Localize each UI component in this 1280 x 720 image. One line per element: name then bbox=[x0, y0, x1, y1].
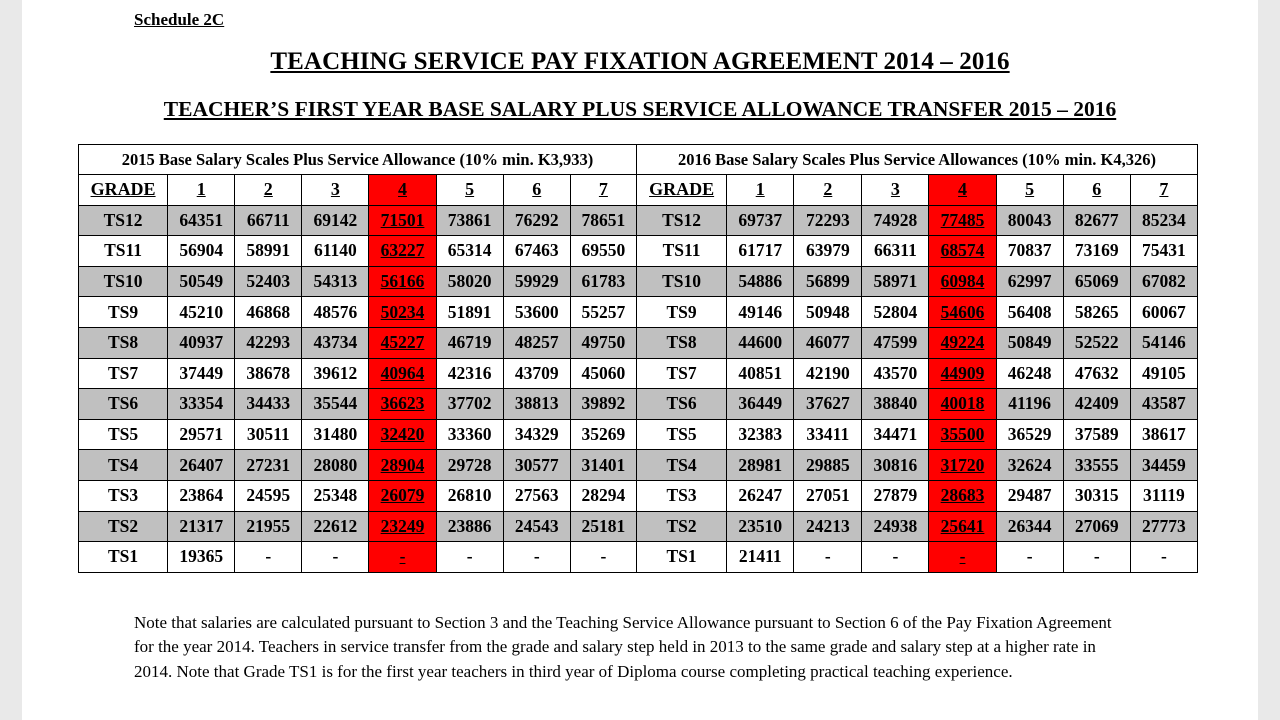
salary-cell: 48576 bbox=[302, 297, 369, 328]
table-row bbox=[79, 511, 1198, 542]
salary-cell: - bbox=[503, 542, 570, 573]
salary-cell: 46719 bbox=[436, 327, 503, 358]
salary-cell: 60984 bbox=[929, 266, 996, 297]
salary-cell: 45060 bbox=[570, 358, 636, 389]
salary-cell: 32420 bbox=[369, 419, 436, 450]
salary-cell: 61783 bbox=[570, 266, 636, 297]
salary-cell: - bbox=[570, 542, 636, 573]
salary-cell: 26810 bbox=[436, 480, 503, 511]
grade-cell: TS1 bbox=[79, 542, 168, 573]
salary-cell: - bbox=[235, 542, 302, 573]
salary-cell: 42293 bbox=[235, 327, 302, 358]
salary-cell: 39612 bbox=[302, 358, 369, 389]
salary-cell: 65069 bbox=[1063, 266, 1130, 297]
grade-cell: TS8 bbox=[79, 327, 168, 358]
salary-cell: 49224 bbox=[929, 327, 996, 358]
step-7-column-header: 7 bbox=[570, 175, 636, 206]
salary-cell: 68574 bbox=[929, 236, 996, 267]
salary-cell: 76292 bbox=[503, 205, 570, 236]
salary-cell: 50849 bbox=[996, 327, 1063, 358]
table-row bbox=[79, 358, 1198, 389]
salary-cell: 36529 bbox=[996, 419, 1063, 450]
salary-cell: 31119 bbox=[1130, 480, 1197, 511]
salary-cell: 27879 bbox=[862, 480, 929, 511]
salary-cell: 43709 bbox=[503, 358, 570, 389]
salary-cell: 74928 bbox=[862, 205, 929, 236]
salary-cell: 40937 bbox=[168, 327, 235, 358]
salary-cell: 33360 bbox=[436, 419, 503, 450]
salary-cell: 69142 bbox=[302, 205, 369, 236]
salary-cell: 73169 bbox=[1063, 236, 1130, 267]
salary-cell: 44600 bbox=[727, 327, 794, 358]
salary-cell: 27051 bbox=[794, 480, 862, 511]
step-2-column-header: 2 bbox=[235, 175, 302, 206]
salary-cell: 47599 bbox=[862, 327, 929, 358]
salary-cell: 71501 bbox=[369, 205, 436, 236]
salary-cell: 34459 bbox=[1130, 450, 1197, 481]
salary-cell: 26079 bbox=[369, 480, 436, 511]
salary-cell: 24938 bbox=[862, 511, 929, 542]
salary-cell: 47632 bbox=[1063, 358, 1130, 389]
table-row bbox=[79, 480, 1198, 511]
grade-cell: TS3 bbox=[637, 480, 727, 511]
grade-cell: TS11 bbox=[79, 236, 168, 267]
step-6-column-header: 6 bbox=[503, 175, 570, 206]
table-row bbox=[79, 450, 1198, 481]
salary-cell: 56899 bbox=[794, 266, 862, 297]
salary-cell: 44909 bbox=[929, 358, 996, 389]
grade-cell: TS2 bbox=[79, 511, 168, 542]
salary-cell: 31401 bbox=[570, 450, 636, 481]
salary-cell: 46248 bbox=[996, 358, 1063, 389]
salary-cell: 21317 bbox=[168, 511, 235, 542]
header-2015: 2015 Base Salary Scales Plus Service Allowance (10% min. K3,933) bbox=[79, 145, 637, 175]
grade-cell: TS10 bbox=[637, 266, 727, 297]
grade-cell: TS7 bbox=[637, 358, 727, 389]
table-row bbox=[79, 236, 1198, 267]
step-3-column-header: 3 bbox=[302, 175, 369, 206]
grade-column-header: GRADE bbox=[637, 175, 727, 206]
salary-cell: 29571 bbox=[168, 419, 235, 450]
salary-cell: 54606 bbox=[929, 297, 996, 328]
salary-cell: 34433 bbox=[235, 389, 302, 420]
salary-cell: 80043 bbox=[996, 205, 1063, 236]
salary-cell: 25641 bbox=[929, 511, 996, 542]
grade-cell: TS2 bbox=[637, 511, 727, 542]
salary-cell: 24213 bbox=[794, 511, 862, 542]
salary-cell: 67463 bbox=[503, 236, 570, 267]
salary-cell: 58020 bbox=[436, 266, 503, 297]
salary-cell: 48257 bbox=[503, 327, 570, 358]
salary-cell: 45227 bbox=[369, 327, 436, 358]
step-6-column-header: 6 bbox=[1063, 175, 1130, 206]
salary-cell: 56408 bbox=[996, 297, 1063, 328]
grade-column-header: GRADE bbox=[79, 175, 168, 206]
grade-cell: TS12 bbox=[79, 205, 168, 236]
salary-cell: 41196 bbox=[996, 389, 1063, 420]
salary-cell: 28294 bbox=[570, 480, 636, 511]
salary-cell: 63979 bbox=[794, 236, 862, 267]
grade-cell: TS9 bbox=[79, 297, 168, 328]
salary-cell: 32383 bbox=[727, 419, 794, 450]
salary-cell: 51891 bbox=[436, 297, 503, 328]
salary-cell: 42409 bbox=[1063, 389, 1130, 420]
salary-cell: 54146 bbox=[1130, 327, 1197, 358]
salary-cell: 40851 bbox=[727, 358, 794, 389]
salary-cell: 25348 bbox=[302, 480, 369, 511]
salary-cell: 28080 bbox=[302, 450, 369, 481]
salary-cell: 29487 bbox=[996, 480, 1063, 511]
salary-cell: - bbox=[862, 542, 929, 573]
salary-cell: - bbox=[369, 542, 436, 573]
salary-cell: 69550 bbox=[570, 236, 636, 267]
column-header-row bbox=[79, 175, 1198, 206]
salary-cell: 26344 bbox=[996, 511, 1063, 542]
salary-cell: 54313 bbox=[302, 266, 369, 297]
salary-cell: 50948 bbox=[794, 297, 862, 328]
salary-cell: 72293 bbox=[794, 205, 862, 236]
salary-cell: 37627 bbox=[794, 389, 862, 420]
grade-cell: TS5 bbox=[637, 419, 727, 450]
salary-cell: 45210 bbox=[168, 297, 235, 328]
salary-cell: 35500 bbox=[929, 419, 996, 450]
salary-cell: - bbox=[302, 542, 369, 573]
grade-cell: TS12 bbox=[637, 205, 727, 236]
grade-cell: TS9 bbox=[637, 297, 727, 328]
salary-cell: - bbox=[1130, 542, 1197, 573]
salary-cell: 25181 bbox=[570, 511, 636, 542]
salary-cell: 30315 bbox=[1063, 480, 1130, 511]
salary-cell: 30577 bbox=[503, 450, 570, 481]
salary-cell: 85234 bbox=[1130, 205, 1197, 236]
salary-cell: - bbox=[929, 542, 996, 573]
salary-cell: 27231 bbox=[235, 450, 302, 481]
salary-cell: 69737 bbox=[727, 205, 794, 236]
grade-cell: TS4 bbox=[637, 450, 727, 481]
salary-cell: 23249 bbox=[369, 511, 436, 542]
document-page bbox=[22, 0, 1258, 720]
step-3-column-header: 3 bbox=[862, 175, 929, 206]
step-1-column-header: 1 bbox=[168, 175, 235, 206]
salary-cell: 73861 bbox=[436, 205, 503, 236]
salary-cell: 50234 bbox=[369, 297, 436, 328]
salary-cell: 59929 bbox=[503, 266, 570, 297]
step-5-column-header: 5 bbox=[436, 175, 503, 206]
salary-cell: 38840 bbox=[862, 389, 929, 420]
salary-cell: 40018 bbox=[929, 389, 996, 420]
salary-cell: 28981 bbox=[727, 450, 794, 481]
salary-cell: 28683 bbox=[929, 480, 996, 511]
salary-cell: 21955 bbox=[235, 511, 302, 542]
salary-table bbox=[78, 144, 1198, 573]
table-row bbox=[79, 542, 1198, 573]
salary-cell: 32624 bbox=[996, 450, 1063, 481]
salary-cell: 35269 bbox=[570, 419, 636, 450]
salary-cell: 26407 bbox=[168, 450, 235, 481]
salary-cell: 37449 bbox=[168, 358, 235, 389]
grade-cell: TS5 bbox=[79, 419, 168, 450]
document-title: TEACHING SERVICE PAY FIXATION AGREEMENT 2014 – 2016 bbox=[270, 48, 1010, 75]
salary-cell: 40964 bbox=[369, 358, 436, 389]
salary-cell: 38678 bbox=[235, 358, 302, 389]
grade-cell: TS3 bbox=[79, 480, 168, 511]
salary-cell: 52804 bbox=[862, 297, 929, 328]
salary-cell: 54886 bbox=[727, 266, 794, 297]
salary-cell: - bbox=[436, 542, 503, 573]
salary-cell: 27563 bbox=[503, 480, 570, 511]
step-1-column-header: 1 bbox=[727, 175, 794, 206]
grade-cell: TS1 bbox=[637, 542, 727, 573]
salary-cell: 27773 bbox=[1130, 511, 1197, 542]
salary-cell: 49105 bbox=[1130, 358, 1197, 389]
salary-cell: 66711 bbox=[235, 205, 302, 236]
salary-cell: - bbox=[794, 542, 862, 573]
table-row bbox=[79, 297, 1198, 328]
salary-cell: 29728 bbox=[436, 450, 503, 481]
salary-cell: 23510 bbox=[727, 511, 794, 542]
salary-cell: 52522 bbox=[1063, 327, 1130, 358]
salary-cell: 42316 bbox=[436, 358, 503, 389]
salary-cell: 31480 bbox=[302, 419, 369, 450]
salary-cell: 28904 bbox=[369, 450, 436, 481]
schedule-label: Schedule 2C bbox=[134, 10, 225, 29]
salary-cell: 35544 bbox=[302, 389, 369, 420]
table-row bbox=[79, 266, 1198, 297]
table-row bbox=[79, 389, 1198, 420]
salary-cell: 27069 bbox=[1063, 511, 1130, 542]
salary-cell: 19365 bbox=[168, 542, 235, 573]
salary-cell: 31720 bbox=[929, 450, 996, 481]
table-row bbox=[79, 205, 1198, 236]
salary-cell: 42190 bbox=[794, 358, 862, 389]
salary-cell: 58265 bbox=[1063, 297, 1130, 328]
document-subtitle: TEACHER’S FIRST YEAR BASE SALARY PLUS SERVICE ALLOWANCE TRANSFER 2015 – 2016 bbox=[163, 97, 1117, 121]
salary-cell: 65314 bbox=[436, 236, 503, 267]
grade-cell: TS4 bbox=[79, 450, 168, 481]
step-5-column-header: 5 bbox=[996, 175, 1063, 206]
grade-cell: TS10 bbox=[79, 266, 168, 297]
grade-cell: TS8 bbox=[637, 327, 727, 358]
salary-cell: 43570 bbox=[862, 358, 929, 389]
salary-cell: 77485 bbox=[929, 205, 996, 236]
salary-cell: 23886 bbox=[436, 511, 503, 542]
header-2016: 2016 Base Salary Scales Plus Service Allowances (10% min. K4,326) bbox=[637, 145, 1198, 175]
salary-cell: 52403 bbox=[235, 266, 302, 297]
salary-cell: 38813 bbox=[503, 389, 570, 420]
salary-cell: - bbox=[1063, 542, 1130, 573]
salary-cell: 29885 bbox=[794, 450, 862, 481]
salary-cell: 33411 bbox=[794, 419, 862, 450]
salary-cell: 78651 bbox=[570, 205, 636, 236]
salary-cell: 67082 bbox=[1130, 266, 1197, 297]
salary-cell: 37702 bbox=[436, 389, 503, 420]
step-2-column-header: 2 bbox=[794, 175, 862, 206]
salary-cell: 37589 bbox=[1063, 419, 1130, 450]
salary-cell: 24595 bbox=[235, 480, 302, 511]
salary-cell: 75431 bbox=[1130, 236, 1197, 267]
salary-cell: 56166 bbox=[369, 266, 436, 297]
salary-cell: 56904 bbox=[168, 236, 235, 267]
grade-cell: TS7 bbox=[79, 358, 168, 389]
salary-cell: 66311 bbox=[862, 236, 929, 267]
salary-cell: 33354 bbox=[168, 389, 235, 420]
grade-cell: TS11 bbox=[637, 236, 727, 267]
salary-cell: 46077 bbox=[794, 327, 862, 358]
salary-cell: 34329 bbox=[503, 419, 570, 450]
salary-cell: 61140 bbox=[302, 236, 369, 267]
grade-cell: TS6 bbox=[637, 389, 727, 420]
step-4-column-header: 4 bbox=[369, 175, 436, 206]
salary-cell: 36623 bbox=[369, 389, 436, 420]
salary-cell: 64351 bbox=[168, 205, 235, 236]
salary-cell: 24543 bbox=[503, 511, 570, 542]
step-7-column-header: 7 bbox=[1130, 175, 1197, 206]
salary-cell: 38617 bbox=[1130, 419, 1197, 450]
salary-cell: 55257 bbox=[570, 297, 636, 328]
table-row bbox=[79, 419, 1198, 450]
salary-cell: 63227 bbox=[369, 236, 436, 267]
grade-cell: TS6 bbox=[79, 389, 168, 420]
salary-cell: 58971 bbox=[862, 266, 929, 297]
salary-cell: 49750 bbox=[570, 327, 636, 358]
table-row bbox=[79, 327, 1198, 358]
salary-cell: 58991 bbox=[235, 236, 302, 267]
salary-cell: 26247 bbox=[727, 480, 794, 511]
salary-cell: 61717 bbox=[727, 236, 794, 267]
salary-cell: 36449 bbox=[727, 389, 794, 420]
salary-cell: 39892 bbox=[570, 389, 636, 420]
salary-cell: 21411 bbox=[727, 542, 794, 573]
salary-cell: 43587 bbox=[1130, 389, 1197, 420]
salary-cell: 62997 bbox=[996, 266, 1063, 297]
salary-cell: 49146 bbox=[727, 297, 794, 328]
salary-cell: 43734 bbox=[302, 327, 369, 358]
salary-cell: 60067 bbox=[1130, 297, 1197, 328]
salary-cell: 30511 bbox=[235, 419, 302, 450]
salary-cell: 46868 bbox=[235, 297, 302, 328]
step-4-column-header: 4 bbox=[929, 175, 996, 206]
salary-cell: 34471 bbox=[862, 419, 929, 450]
salary-cell: 82677 bbox=[1063, 205, 1130, 236]
footnote: Note that salaries are calculated pursuant to Section 3 and the Teaching Service Allowance pursuant to Section 6 of the Pay Fixation Agreement for the year 2014. Teachers in service transfer from the grade and salary step held in 2013 to the same grade and salary step at a higher rate in 2014. Note that Grade TS1 is for the first year teachers in third year of Diploma course completing practical teaching experience. bbox=[134, 613, 1112, 681]
salary-cell: 33555 bbox=[1063, 450, 1130, 481]
salary-cell: 23864 bbox=[168, 480, 235, 511]
salary-cell: 22612 bbox=[302, 511, 369, 542]
salary-cell: 50549 bbox=[168, 266, 235, 297]
salary-cell: 70837 bbox=[996, 236, 1063, 267]
salary-cell: 53600 bbox=[503, 297, 570, 328]
salary-cell: - bbox=[996, 542, 1063, 573]
salary-cell: 30816 bbox=[862, 450, 929, 481]
